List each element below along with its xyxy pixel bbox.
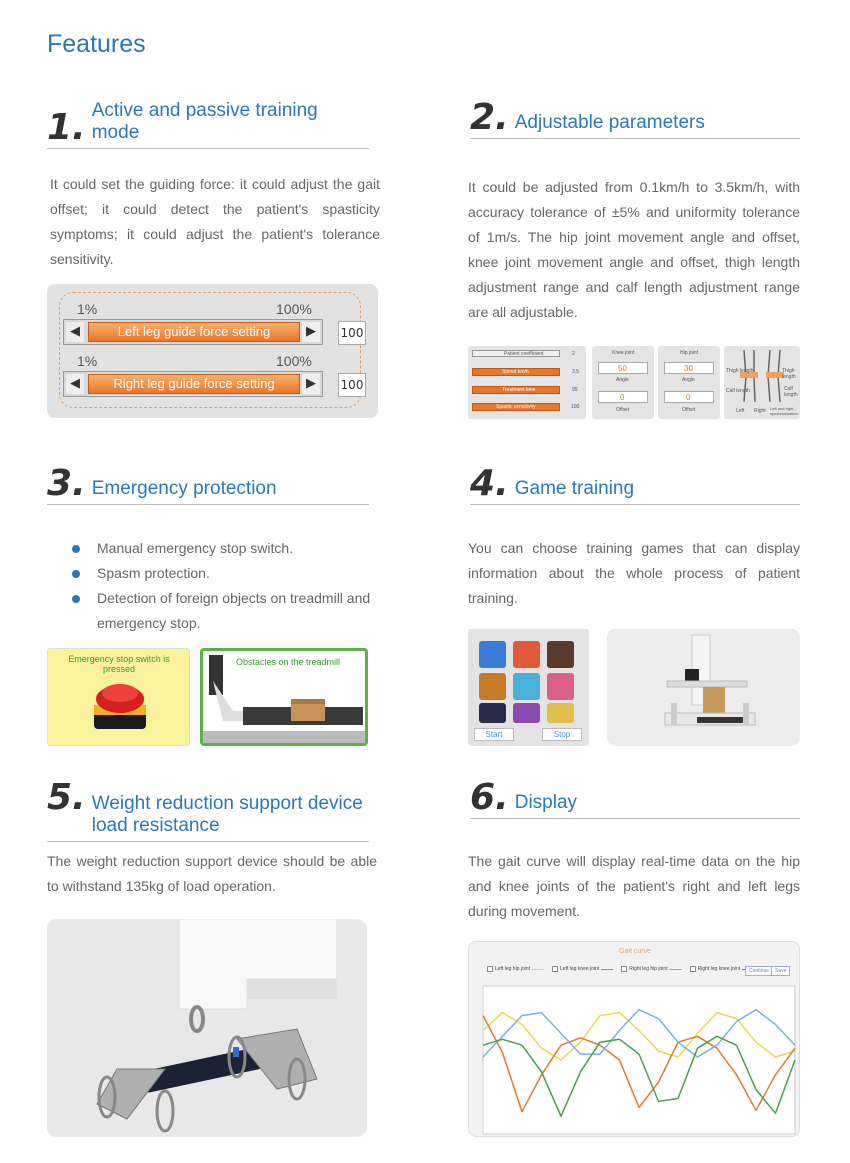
page-title: Features [47, 30, 146, 58]
section-number: 6. [470, 777, 509, 818]
bullet-item: Spasm protection. [47, 561, 382, 586]
left-force-slider[interactable] [63, 319, 323, 345]
slider-fill-label: Right leg guide force setting [88, 374, 300, 394]
section-4-header [470, 463, 800, 505]
game-tile[interactable] [513, 641, 540, 668]
plot-area [483, 986, 795, 1134]
right-force-row [60, 349, 362, 399]
game-tile[interactable] [513, 673, 540, 700]
leg-length-panel [724, 346, 800, 419]
thigh-length-right-label: Thigh length [782, 368, 796, 380]
offset-label: Offset [682, 407, 696, 413]
emergency-stop-image [47, 648, 190, 746]
calf-length-right-label: Calf length [784, 386, 798, 398]
section-title: Display [514, 792, 578, 813]
section-title: Emergency protection [91, 478, 277, 499]
decrease-arrow-icon[interactable]: ◀ [66, 374, 84, 394]
hip-joint-title: Hip joint [680, 350, 699, 356]
section-number: 2. [470, 97, 509, 138]
treadmill-obstacle-image [200, 648, 368, 746]
angle-label: Angle [682, 377, 695, 383]
angle-label: Angle [616, 377, 629, 383]
section-title: Active and passive training mode [91, 100, 318, 143]
section-1-text: It could set the guiding force: it could adjust the gait offset; it could detect the patient's spasticity symptoms; it could adjust the patient's tolerance sensitivity. [50, 176, 380, 267]
continue-button[interactable]: Continue [745, 966, 773, 976]
offset-label: Offset [616, 407, 630, 413]
hip-angle-value: 30 [684, 364, 693, 373]
game-tile[interactable] [547, 703, 574, 723]
gait-trainer-machine-image [607, 629, 800, 746]
section-2-header [470, 97, 800, 139]
section-number: 5. [47, 777, 86, 818]
harness-carabiner-icon [47, 919, 367, 1137]
slider-max-label: 100% [276, 301, 312, 317]
emergency-bullet-list [47, 536, 382, 636]
slider-min-label: 1% [77, 353, 98, 369]
sync-label: Left and right synchronization [770, 406, 798, 416]
slider-fill-label: Left leg guide force setting [88, 322, 300, 342]
start-button[interactable]: Start [474, 728, 514, 741]
treadmill-box-icon [203, 651, 365, 743]
game-selection-panel [468, 629, 589, 746]
parameter-sliders-panel [468, 346, 586, 419]
section-4-text: You can choose training games that can display information about the whole process of patient training. [468, 540, 800, 606]
weight-support-device-image [47, 919, 367, 1137]
increase-arrow-icon[interactable]: ▶ [302, 322, 320, 342]
legend-label: Left leg knee joint [560, 966, 600, 972]
section-number: 1. [47, 107, 86, 148]
knee-angle-value: 50 [618, 364, 627, 373]
gait-curve-panel [468, 941, 800, 1137]
section-title: Weight reduction support device load resistance [91, 793, 363, 836]
slider-label: Spastic sensitivity [496, 404, 536, 410]
slider-value: 99 [572, 387, 578, 393]
game-tile[interactable] [479, 703, 506, 723]
bullet-item: Detection of foreign objects on treadmill and emergency stop. [47, 586, 382, 636]
thigh-length-left-label: Thigh length [726, 368, 754, 374]
estop-caption: Emergency stop switch is pressed [68, 654, 170, 674]
increase-arrow-icon[interactable]: ▶ [302, 374, 320, 394]
slider-label: Patient coefficient [504, 351, 544, 357]
section-6-text: The gait curve will display real-time data on the hip and knee joints of the patient's right and left legs during movement. [468, 853, 800, 919]
slider-min-label: 1% [77, 301, 98, 317]
section-number: 3. [47, 463, 86, 504]
section-3-header [47, 463, 369, 505]
slider-label: Speed km/h [502, 369, 529, 375]
right-force-slider[interactable] [63, 371, 323, 397]
section-title: Game training [514, 478, 635, 499]
legend-label: Right leg knee joint [697, 966, 741, 972]
emergency-stop-button-icon [48, 649, 191, 747]
slider-value: 100 [571, 404, 580, 410]
gait-trainer-icon [607, 629, 800, 746]
decrease-arrow-icon[interactable]: ◀ [66, 322, 84, 342]
section-6-header [470, 777, 800, 819]
obstacle-caption: Obstacles on the treadmill [235, 657, 341, 667]
slider-value: 2 [572, 351, 575, 357]
knee-joint-title: Knee joint [612, 350, 635, 356]
knee-joint-panel [592, 346, 654, 419]
left-force-value[interactable]: 100 [338, 321, 366, 345]
slider-label: Treatment time [502, 387, 536, 393]
section-5-header [47, 777, 369, 842]
game-tile[interactable] [479, 641, 506, 668]
section-title: Adjustable parameters [514, 112, 705, 133]
slider-max-label: 100% [276, 353, 312, 369]
game-tile[interactable] [513, 703, 540, 723]
right-label: Right [754, 408, 766, 414]
slider-value: 3.5 [572, 369, 579, 375]
guide-force-panel [47, 284, 378, 418]
section-number: 4. [470, 463, 509, 504]
stop-button[interactable]: Stop [542, 728, 582, 741]
game-tile[interactable] [547, 673, 574, 700]
legend-label: Left leg hip joint [495, 966, 531, 972]
left-force-row [60, 297, 362, 347]
calf-length-left-label: Calf length [726, 388, 750, 394]
knee-offset-value: 0 [620, 393, 625, 402]
section-2-text: It could be adjusted from 0.1km/h to 3.5km/h, with accuracy tolerance of ±5% and uniformity tolerance of 1m/s. The hip joint movement angle and offset, knee joint movement angle and offset, thigh length adjustment range and calf length adjustment range are all adjustable. [468, 179, 800, 320]
guide-force-frame [59, 292, 364, 408]
hip-offset-value: 0 [686, 393, 691, 402]
save-button[interactable]: Save [771, 966, 790, 976]
hip-joint-panel [658, 346, 720, 419]
gait-chart-plot [469, 942, 800, 1137]
gait-chart-title: Gait curve [619, 948, 651, 955]
game-tile[interactable] [547, 641, 574, 668]
section-1-header [47, 100, 369, 149]
bullet-item: Manual emergency stop switch. [47, 536, 382, 561]
legend-label: Right leg hip joint [629, 966, 668, 972]
section-5-text: The weight reduction support device should be able to withstand 135kg of load operation. [47, 853, 377, 894]
left-label: Left [736, 408, 745, 414]
game-tile[interactable] [479, 673, 506, 700]
right-force-value[interactable]: 100 [338, 373, 366, 397]
